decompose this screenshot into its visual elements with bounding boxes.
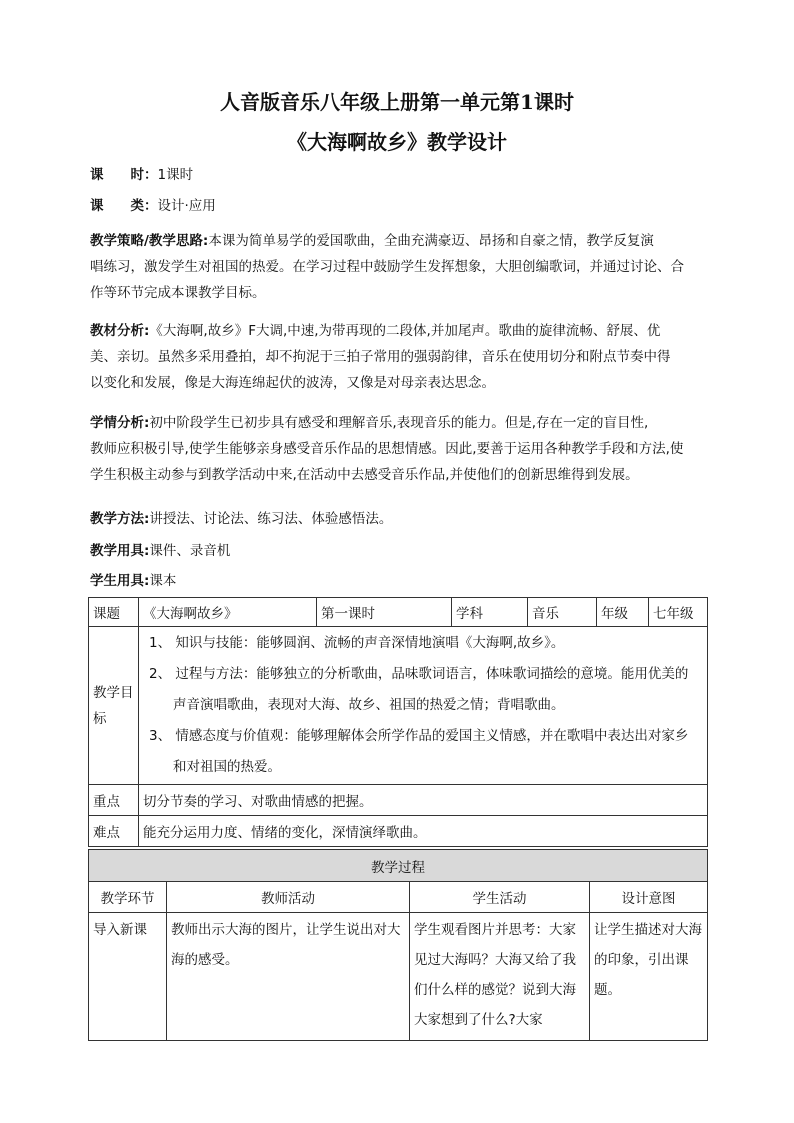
period-value: 第一课时 <box>317 598 452 627</box>
document-title: 人音版音乐八年级上册第一单元第1课时 <box>220 90 574 114</box>
section-line: 《大海啊,故乡》F大调,中速,为带再现的二段体,并加尾声。歌曲的旋律流畅、舒展、优 <box>149 323 661 339</box>
section-methods <box>90 506 706 532</box>
goal-line: 1、 知识与技能：能够圆润、流畅的声音深情地演唱《大海啊,故乡》。 <box>149 635 565 651</box>
student-activity-cell: 学生观看图片并思考：大家见过大海吗？大海又给了我们什么样的感觉？说到大海大家想到了什么?大家 <box>410 913 590 1041</box>
grade-label: 年级 <box>597 598 649 627</box>
section-student-tools <box>90 568 706 594</box>
goal-line: 声音演唱歌曲，表现对大海、故乡、祖国的热爱之情；背唱歌曲。 <box>173 697 565 713</box>
section-students <box>90 410 706 488</box>
column-header: 学生活动 <box>410 882 590 913</box>
section-line: 课本 <box>149 573 177 589</box>
table-row <box>89 882 708 913</box>
meta-type <box>90 193 706 219</box>
column-header: 设计意图 <box>590 882 708 913</box>
column-header: 教学环节 <box>89 882 167 913</box>
key-value: 切分节奏的学习、对歌曲情感的把握。 <box>139 785 708 816</box>
meta-type-value: 设计·应用 <box>157 198 216 214</box>
meta-type-label: 课 类： <box>90 198 158 214</box>
section-line: 唱练习，激发学生对祖国的热爱。在学习过程中鼓励学生发挥想象，大胆创编歌词，并通过讨论、合 <box>90 259 684 275</box>
section-line: 教师应积极引导,使学生能够亲身感受音乐作品的思想情感。因此,要善于运用各种教学手段和方法,使 <box>90 441 684 457</box>
goal-line: 2、 过程与方法：能够独立的分析歌曲，品味歌词语言，体味歌词描绘的意境。能用优美的 <box>149 666 689 682</box>
section-label: 教学策略/教学思路: <box>90 233 209 249</box>
meta-hours <box>90 162 706 188</box>
meta-hours-value: 1课时 <box>157 167 194 183</box>
grade-value: 七年级 <box>649 598 708 627</box>
course-value: 音乐 <box>528 598 597 627</box>
table-row <box>89 816 708 847</box>
teacher-activity-cell: 教师出示大海的图片，让学生说出对大海的感受。 <box>167 913 410 1041</box>
subject-value: 《大海啊故乡》 <box>139 598 317 627</box>
section-line: 以变化和发展，像是大海连绵起伏的波涛，又像是对母亲表达思念。 <box>90 375 495 391</box>
section-line: 学生积极主动参与到教学活动中来,在活动中去感受音乐作品,并使他们的创新思维得到发展。 <box>90 467 639 483</box>
subject-label: 课题 <box>89 598 139 627</box>
section-label: 教学方法: <box>90 511 150 527</box>
section-label: 教材分析: <box>90 323 150 339</box>
column-header: 教师活动 <box>167 882 410 913</box>
table-row <box>89 850 708 882</box>
process-table <box>88 849 708 1041</box>
lesson-info-table <box>88 597 708 847</box>
section-label: 学生用具: <box>90 573 150 589</box>
key-label: 重点 <box>89 785 139 816</box>
difficulty-label: 难点 <box>89 816 139 847</box>
table-row <box>89 913 708 1041</box>
goal-line: 和对祖国的热爱。 <box>173 759 281 775</box>
step-cell: 导入新课 <box>89 913 167 1041</box>
section-line: 讲授法、讨论法、练习法、体验感悟法。 <box>149 511 393 527</box>
goal-line: 3、 情感态度与价值观：能够理解体会所学作品的爱国主义情感，并在歌唱中表达出对家乡 <box>149 728 689 744</box>
section-tools <box>90 538 706 564</box>
section-label: 学情分析: <box>90 415 150 431</box>
section-label: 教学用具: <box>90 543 150 559</box>
section-material <box>90 318 706 396</box>
meta-hours-label: 课 时： <box>90 167 158 183</box>
section-line: 作等环节完成本课教学目标。 <box>90 285 266 301</box>
goals-content <box>139 627 708 785</box>
section-line: 初中阶段学生已初步具有感受和理解音乐,表现音乐的能力。但是,存在一定的盲目性, <box>149 415 649 431</box>
section-line: 美、亲切。虽然多采用叠拍，却不拘泥于三拍子常用的强弱韵律，音乐在使用切分和附点节奏中得 <box>90 349 671 365</box>
table-row <box>89 598 708 627</box>
section-line: 本课为简单易学的爱国歌曲，全曲充满豪迈、昂扬和自豪之情，教学反复演 <box>208 233 654 249</box>
section-strategy <box>90 228 706 306</box>
document-subtitle: 《大海啊故乡》教学设计 <box>287 130 507 154</box>
process-title: 教学过程 <box>89 850 708 882</box>
goals-label: 教学目标 <box>89 627 139 785</box>
design-intent-cell: 让学生描述对大海的印象，引出课题。 <box>590 913 708 1041</box>
difficulty-value: 能充分运用力度、情绪的变化，深情演绎歌曲。 <box>139 816 708 847</box>
table-row <box>89 785 708 816</box>
table-row <box>89 627 708 785</box>
course-label: 学科 <box>452 598 528 627</box>
section-line: 课件、录音机 <box>149 543 231 559</box>
